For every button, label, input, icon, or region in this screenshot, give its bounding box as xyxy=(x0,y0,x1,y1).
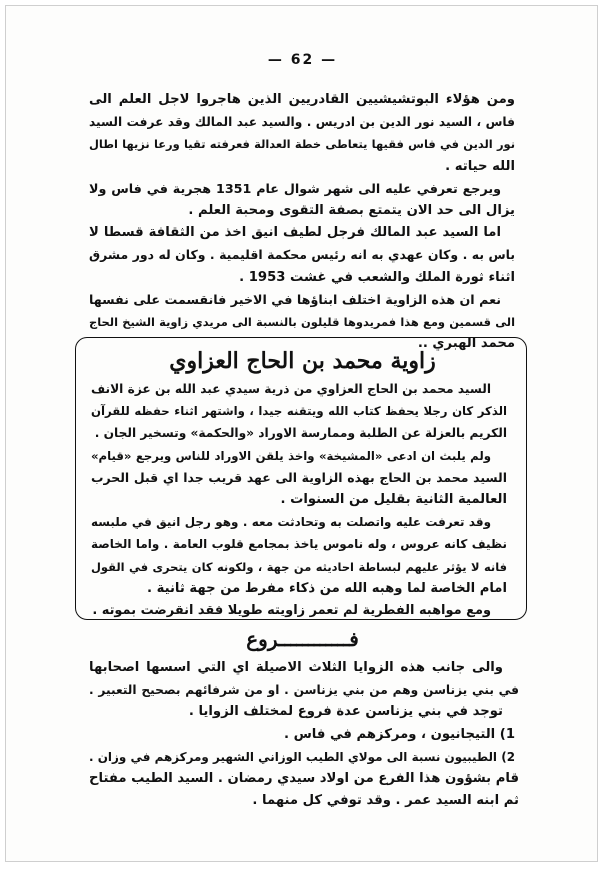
page-number-text: — 62 — xyxy=(267,52,338,68)
text-line: فانه لا يؤثر عليهم لبساطة احاديثه من جهة ، ولكونه كان يتحرى في القول xyxy=(91,559,507,574)
list-item: 1) التيجانيون ، ومركزهم في فاس . xyxy=(283,726,515,742)
section-text xyxy=(89,657,519,812)
text-line: وقد تعرفت عليه واتصلت به وتحادثت معه . وهو رجل انيق في ملبسه xyxy=(91,515,491,530)
text-line: اثناء ثورة الملك والشعب في غشت 1953 . xyxy=(239,269,515,285)
text-line: نور الدين في فاس فقيها يتعاطى خطة العدالة فعرفته تقيا ورعا نزيها اطال xyxy=(89,137,515,152)
section-title: فــــــــــــروع xyxy=(246,627,359,651)
text-line: امام الخاصة لما وهبه الله من ذكاء مفرط من جهة ثانية . xyxy=(147,580,507,596)
text-line: ويرجع تعرفي عليه الى شهر شوال عام 1351 هجرية في فاس ولا xyxy=(89,180,501,196)
text-line: محمد الهبري .. xyxy=(417,336,515,352)
text-line: يزال الى حد الان يتمتع بصفة التقوى ومحبة العلم . xyxy=(188,203,515,219)
text-line: قام بشؤون هذا الفرع من اولاد سيدي رمضان . السيد الطيب مفتاح xyxy=(89,771,519,787)
text-line: الى قسمين ومع هذا فمريدوها قليلون بالنسبة الى مريدي زاوية الشيخ الحاج xyxy=(89,315,515,330)
text-line: نظيف كانه عروس ، وله ناموس ياخذ بمجامع قلوب العامة . واما الخاصة xyxy=(91,537,507,552)
text-line: ومن هؤلاء البوتشيشيين القادريين الذين هاجروا لاجل العلم الى xyxy=(89,92,515,107)
text-line: ثم ابنه السيد عمر . وقد توفي كل منهما . xyxy=(252,793,519,809)
list-item: 2) الطيبيون نسبة الى مولاي الطيب الوزاني الشهير ومركزهم في وزان . xyxy=(89,749,515,764)
text-line: فاس ، السيد نور الدين بن ادريس . والسيد عبد المالك وقد عرفت السيد xyxy=(89,115,515,130)
text-line: اما السيد عبد المالك فرجل لطيف انيق اخذ من الثقافة قسطا لا xyxy=(89,225,501,241)
box-text xyxy=(91,378,507,622)
text-line: العالمية الثانية بقليل من السنوات . xyxy=(280,492,507,508)
text-line: الكريم بالعزلة عن الطلبة وممارسة الاوراد «والحكمة» وتسخير الجان . xyxy=(94,426,507,441)
text-line: باس به . وكان عهدي به انه رئيس محكمة اقليمية . وكان له دور مشرق xyxy=(89,247,515,263)
text-line: ومع مواهبه الفطرية لم تعمر زاويته طويلا فقد انقرضت بموته . xyxy=(92,603,491,619)
text-line: الله حياته . xyxy=(445,158,515,174)
text-line: في بني يزناسن وهم من بني يزناسن . او من شرفائهم بصحيح التعبير . xyxy=(89,683,519,698)
intro-text xyxy=(89,89,515,355)
text-line: توجد في بني يزناسن عدة فروع لمختلف الزوايا . xyxy=(188,704,503,720)
text-line: السيد محمد بن الحاج العزاوي من ذرية سيدي عبد الله بن عزة الانف xyxy=(91,382,491,396)
text-line: السيد محمد بن الحاج بهذه الزاوية الى عهد قريب جدا اي قبل الحرب xyxy=(91,469,507,485)
text-line: نعم ان هذه الزاوية اختلف ابناؤها في الاخير فانقسمت على نفسها xyxy=(89,291,501,307)
box-title: زاوية محمد بن الحاج العزاوي xyxy=(169,348,436,374)
text-line: ولم يلبث ان ادعى «المشيخة» واخذ يلقن الاوراد للناس ويرجع «قيام» xyxy=(91,448,491,463)
text-line: الذكر كان رجلا يحفظ كتاب الله ويتقنه جيدا ، واشتهر اثناء حفظه للقرآن xyxy=(91,404,507,419)
text-line: والى جانب هذه الزوايا الثلاث الاصيلة اي التي اسسها اصحابها xyxy=(89,660,503,675)
page-number xyxy=(0,52,605,68)
